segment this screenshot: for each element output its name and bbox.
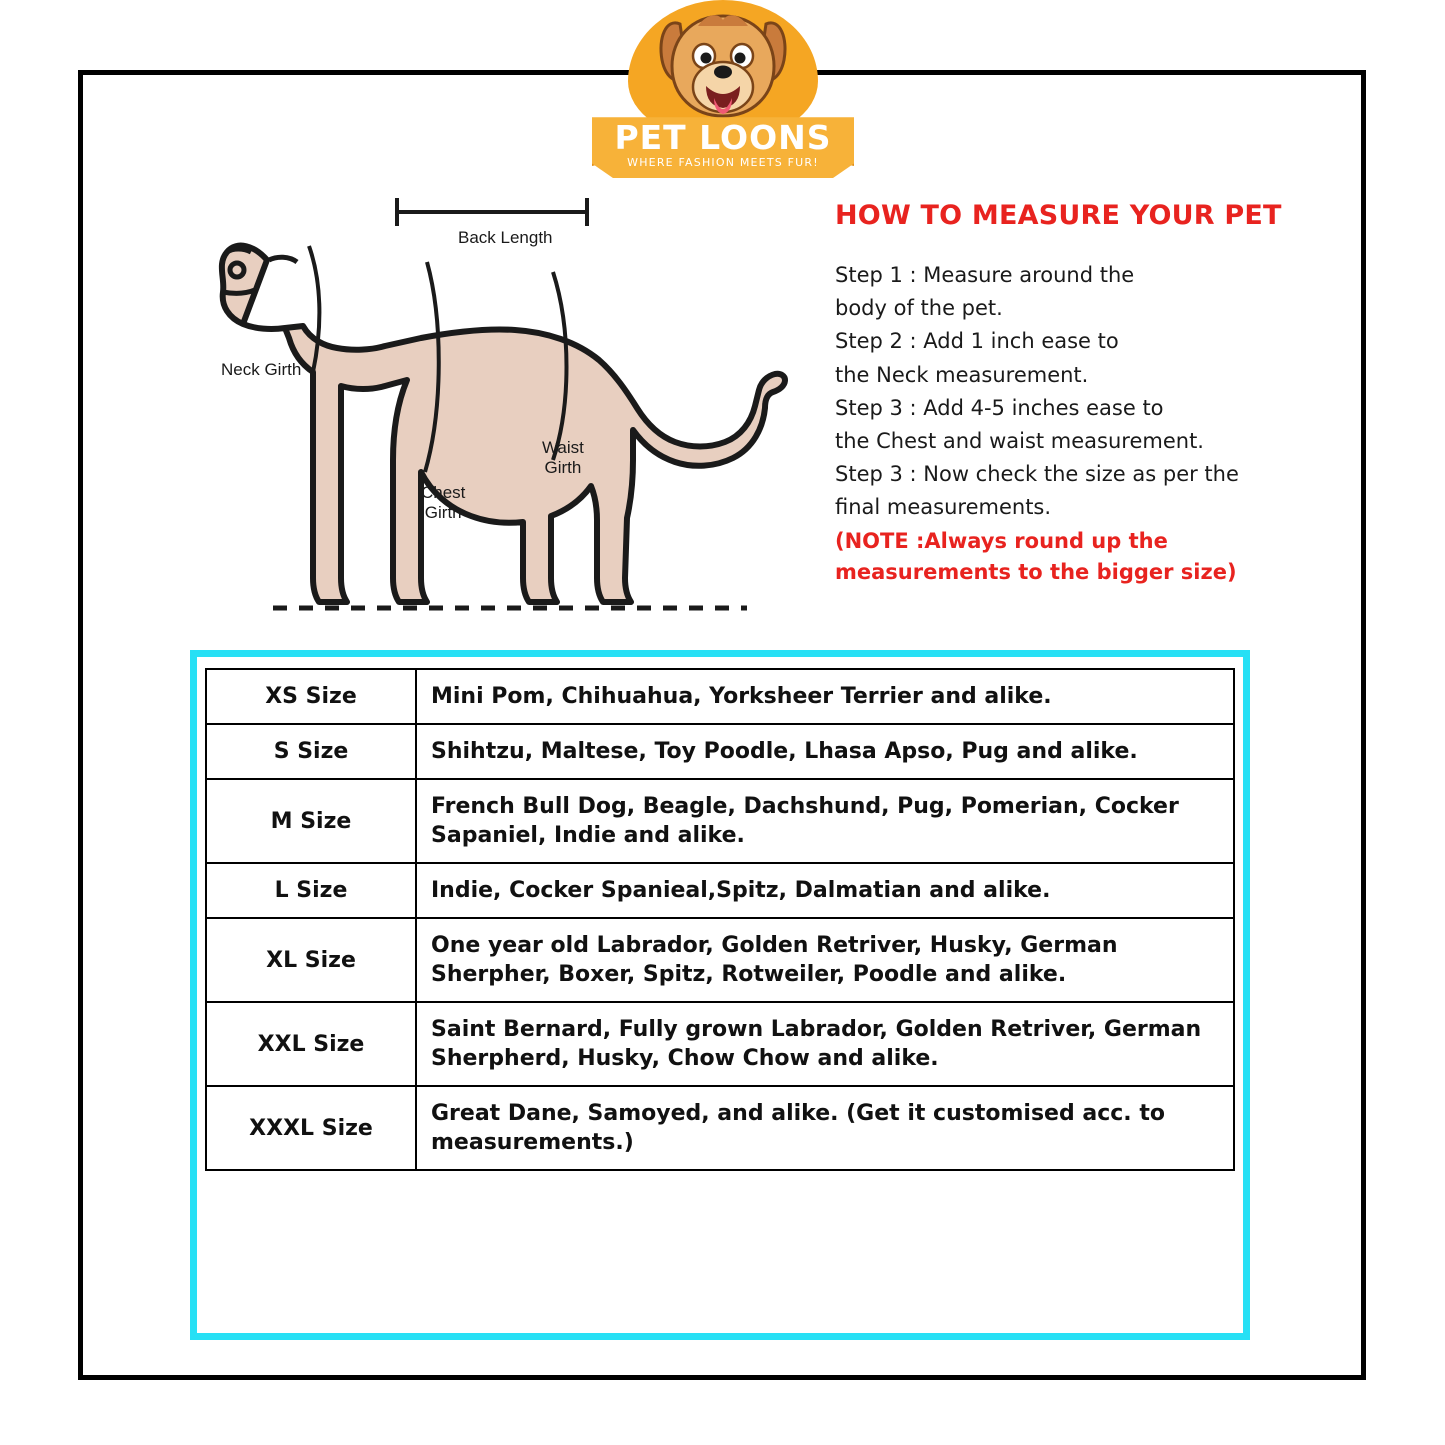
label-back-length: Back Length [458, 228, 553, 247]
size-label: XL Size [206, 918, 416, 1002]
step-line: Step 3 : Now check the size as per the [835, 462, 1239, 487]
size-label: S Size [206, 724, 416, 779]
breed-list: Shihtzu, Maltese, Toy Poodle, Lhasa Apso, Pug and alike. [416, 724, 1234, 779]
label-chest-girth-line1: Chest [421, 483, 466, 502]
panel-title: HOW TO MEASURE YOUR PET [835, 200, 1282, 231]
breed-list: Great Dane, Samoyed, and alike. (Get it customised acc. to measurements.) [416, 1086, 1234, 1170]
dog-face-icon [628, 2, 818, 127]
step-line: Step 1 : Measure around the [835, 263, 1135, 287]
panel-note [835, 526, 1335, 587]
table-row [206, 1086, 1234, 1170]
label-chest-girth-line2: Girth [424, 502, 462, 522]
breed-list: Indie, Cocker Spanieal,Spitz, Dalmatian and alike. [416, 863, 1234, 918]
breed-list: One year old Labrador, Golden Retriver, Husky, German Sherpher, Boxer, Spitz, Rotweiler, Poodle and alike. [416, 918, 1234, 1002]
step-line: the Chest and waist measurement. [835, 428, 1204, 453]
table-row [206, 863, 1234, 918]
breed-list: Saint Bernard, Fully grown Labrador, Golden Retriver, German Sherpherd, Husky, Chow Chow and alike. [416, 1002, 1234, 1086]
size-label: XXXL Size [206, 1086, 416, 1170]
breed-list: French Bull Dog, Beagle, Dachshund, Pug, Pomerian, Cocker Sapaniel, Indie and alike. [416, 779, 1234, 863]
panel-note-line2: measurements to the bigger size) [835, 559, 1237, 584]
brand-name: PET LOONS [614, 118, 832, 157]
size-label: L Size [206, 863, 416, 918]
size-label: M Size [206, 779, 416, 863]
table-row [206, 918, 1234, 1002]
step-line: body of the pet. [835, 296, 1003, 321]
step-line: Step 3 : Add 4-5 inches ease to [835, 395, 1164, 420]
steps-list [835, 259, 1335, 524]
size-table [205, 668, 1235, 1171]
instructions-panel [835, 200, 1335, 587]
breed-list: Mini Pom, Chihuahua, Yorksheer Terrier and alike. [416, 669, 1234, 724]
table-row [206, 669, 1234, 724]
size-label: XS Size [206, 669, 416, 724]
label-chest-girth [421, 483, 465, 522]
step-line: final measurements. [835, 495, 1052, 520]
label-waist-girth-line2: Girth [544, 457, 582, 477]
table-row [206, 724, 1234, 779]
brand-tagline: WHERE FASHION MEETS FUR! [627, 156, 819, 169]
step-line: Step 2 : Add 1 inch ease to [835, 329, 1119, 354]
table-row [206, 1002, 1234, 1086]
table-row [206, 779, 1234, 863]
size-label: XXL Size [206, 1002, 416, 1086]
label-waist-girth [542, 438, 584, 477]
label-neck-girth: Neck Girth [221, 360, 302, 379]
step-line: the Neck measurement. [835, 362, 1089, 387]
dog-measurement-diagram [185, 160, 845, 640]
panel-note-line1: (NOTE :Always round up the [835, 529, 1168, 554]
label-waist-girth-line1: Waist [542, 438, 584, 457]
